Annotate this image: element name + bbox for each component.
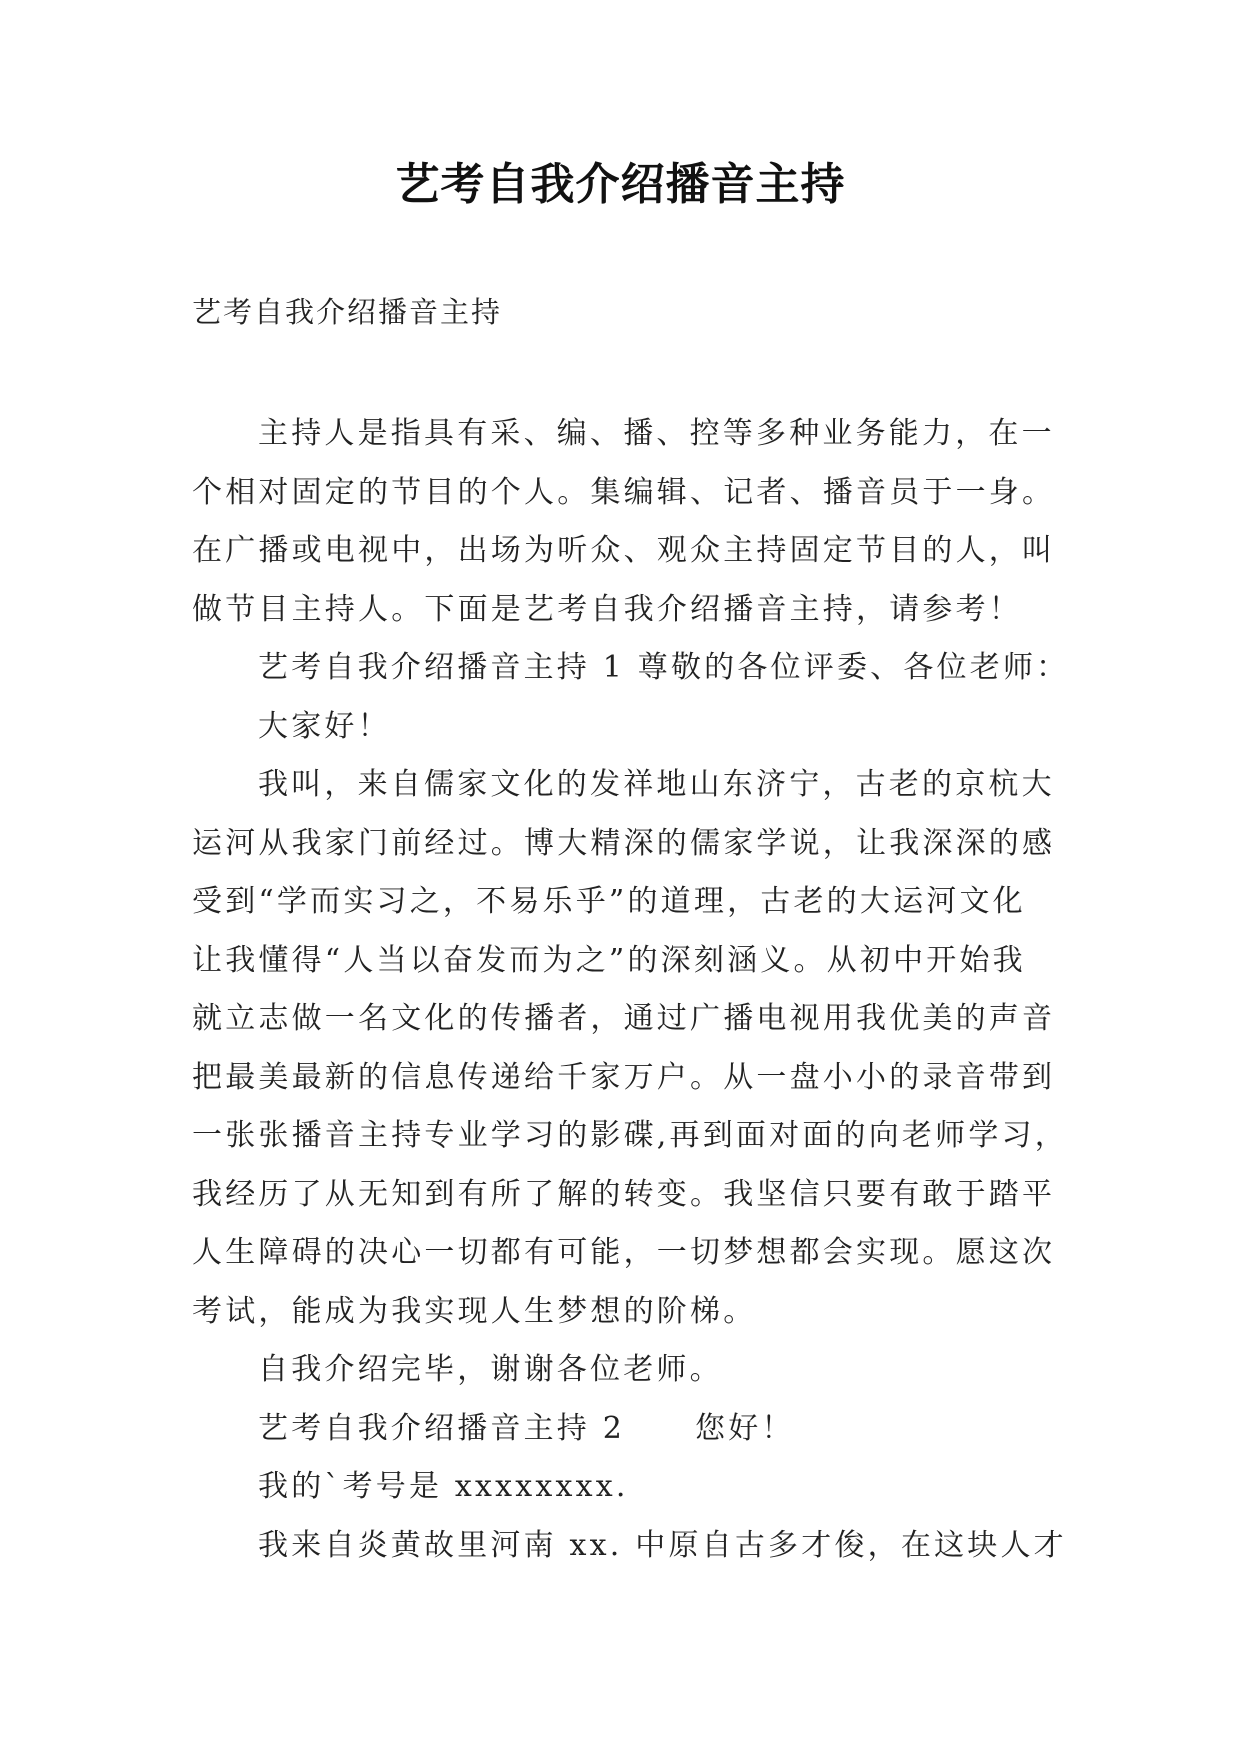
paragraph-line: 考试，能成为我实现人生梦想的阶梯。	[192, 1293, 757, 1329]
document-title: 艺考自我介绍播音主持	[395, 159, 846, 210]
paragraph-line: 主持人是指具有采、编、播、控等多种业务能力，在一	[258, 416, 1055, 451]
paragraph-line: 我叫，来自儒家文化的发祥地山东济宁，古老的京杭大	[258, 767, 1055, 802]
paragraph-line: 一张张播音主持专业学习的影碟,再到面对面的向老师学习，	[192, 1118, 1068, 1153]
paragraph-line: 受到“学而实习之，不易乐乎”的道理，古老的大运河文化	[192, 884, 1026, 919]
paragraph-line: 自我介绍完毕，谢谢各位老师。	[258, 1352, 723, 1387]
paragraph-line: 就立志做一名文化的传播者，通过广播电视用我优美的声音	[192, 1001, 1056, 1036]
paragraph-line: 大家好！	[258, 708, 391, 744]
paragraph-line: 个相对固定的节目的个人。集编辑、记者、播音员于一身。	[192, 474, 1056, 510]
paragraph-line: 人生障碍的决心一切都有可能，一切梦想都会实现。愿这次	[192, 1235, 1056, 1270]
paragraph-line: 让我懂得“人当以奋发而为之”的深刻涵义。从初中开始我	[192, 942, 1026, 978]
greeting: 您好！	[695, 1410, 795, 1446]
paragraph-line: 我的`考号是 xxxxxxxx.	[258, 1469, 629, 1504]
paragraph-line: 把最美最新的信息传递给千家万户。从一盘小小的录音带到	[192, 1059, 1056, 1095]
section-heading: 艺考自我介绍播音主持 2	[258, 1410, 626, 1446]
paragraph-line: 我经历了从无知到有所了解的转变。我坚信只要有敢于踏平	[192, 1176, 1056, 1212]
paragraph-line: 运河从我家门前经过。博大精深的儒家学说，让我深深的感	[192, 825, 1056, 861]
paragraph-line: 在广播或电视中，出场为听众、观众主持固定节目的人，叫	[192, 533, 1056, 568]
paragraph-line: 艺考自我介绍播音主持 1 尊敬的各位评委、各位老师：	[258, 650, 1070, 685]
document-body	[192, 405, 1072, 1575]
paragraph-line	[192, 1400, 1072, 1459]
paragraph-line: 做节目主持人。下面是艺考自我介绍播音主持，请参考！	[192, 591, 1022, 627]
paragraph-line: 我来自炎黄故里河南 xx. 中原自古多才俊，在这块人才	[258, 1527, 1067, 1563]
document-subtitle: 艺考自我介绍播音主持	[192, 295, 503, 329]
